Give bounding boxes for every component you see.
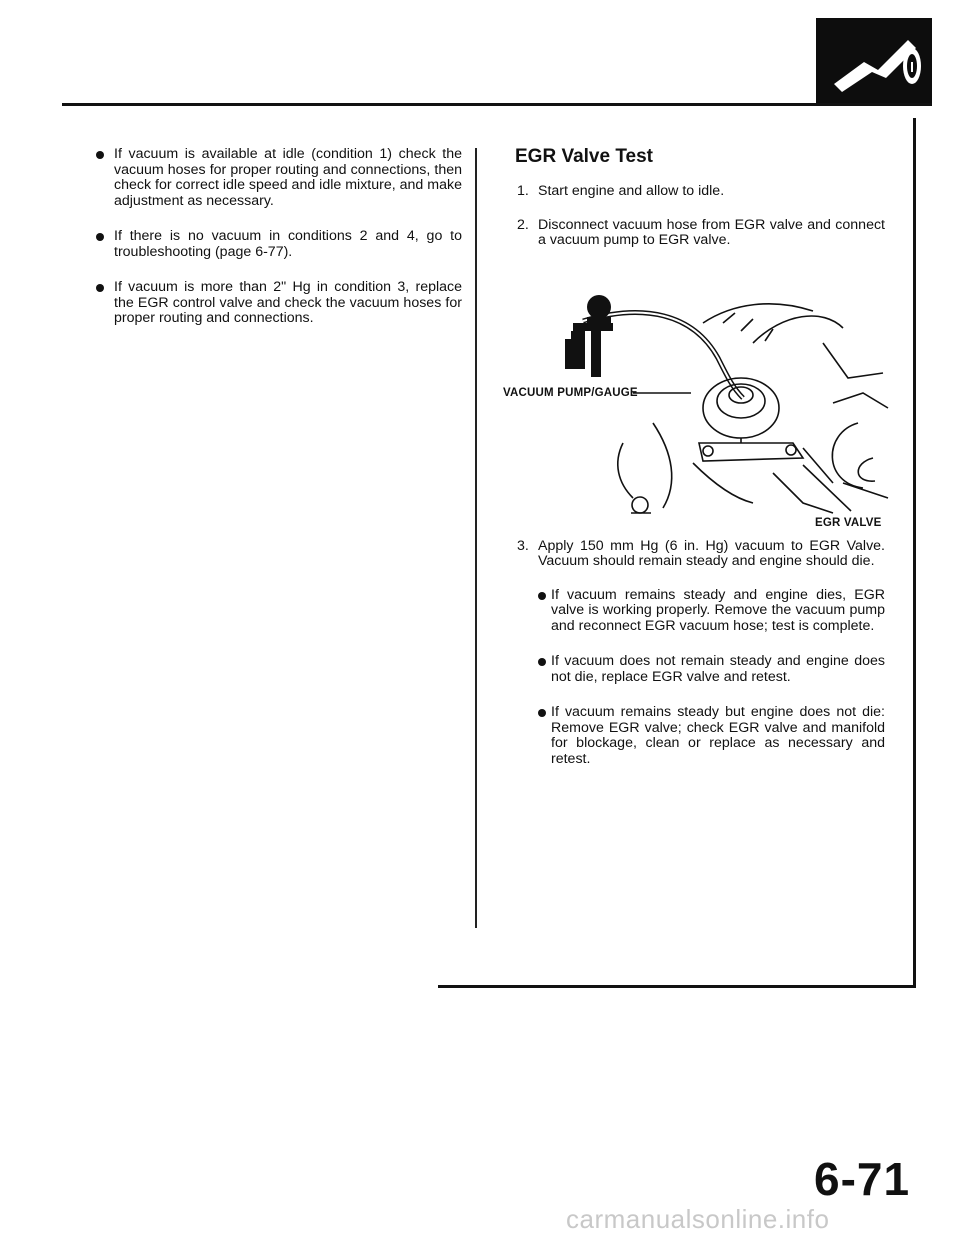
step-text: Disconnect vacuum hose from EGR valve and connect a vacuum pump to EGR valve.: [538, 216, 885, 248]
bullet-text: If vacuum is more than 2" Hg in condition 3, replace the EGR control valve and check the vacuum hoses for proper routing and connections.: [114, 279, 462, 326]
step-1: [503, 184, 885, 200]
bullet-dot-icon: [96, 284, 104, 292]
bullet-dot-icon: [538, 709, 546, 717]
step-text: Apply 150 mm Hg (6 in. Hg) vacuum to EGR Valve. Vacuum should remain steady and engine should die.: [538, 537, 885, 569]
bullet-dot-icon: [538, 592, 546, 600]
step-text: Start engine and allow to idle.: [538, 183, 725, 199]
bullet-text: If there is no vacuum in conditions 2 and 4, go to troubleshooting (page 6-77).: [114, 228, 462, 260]
step-3: [503, 539, 885, 570]
step-2: [503, 218, 885, 249]
bullet-vacuum-at-idle: [96, 147, 462, 209]
section-logo-icon: [816, 18, 932, 104]
bullet-dot-icon: [538, 658, 546, 666]
left-column: [96, 147, 462, 347]
step-number: 3.: [517, 537, 529, 554]
sub-bullet-text: If vacuum remains steady and engine dies, EGR valve is working properly. Remove the vacuum pump and reconnect EGR vacuum hose; test is complete.: [551, 586, 885, 634]
step-number: 2.: [517, 216, 529, 233]
label-vacuum-pump-gauge: VACUUM PUMP/GAUGE: [503, 387, 638, 399]
frame-right-rule: [913, 118, 916, 988]
section-title: EGR Valve Test: [515, 146, 653, 167]
step-number: 1.: [517, 183, 529, 199]
column-divider: [475, 148, 477, 928]
sub-bullet-text: If vacuum does not remain steady and engine does not die, replace EGR valve and retest.: [551, 653, 885, 685]
footer-rule: [438, 985, 916, 988]
bullet-text: If vacuum is available at idle (condition 1) check the vacuum hoses for proper routing and connections, then check for correct idle speed and idle mixture, and make adjustment as necessary.: [114, 146, 462, 209]
bullet-vacuum-more: [96, 280, 462, 327]
egr-valve-illustration: [503, 283, 893, 533]
bullet-no-vacuum: [96, 229, 462, 260]
page-number: 6-71: [814, 1153, 911, 1205]
sub-bullet-working: [503, 588, 885, 635]
egr-valve-drawing: [503, 283, 893, 533]
sub-bullet-blockage: [503, 705, 885, 767]
watermark: carmanualsonline.info: [566, 1204, 830, 1234]
header-rule: [62, 103, 932, 106]
sub-bullet-replace: [503, 654, 885, 685]
label-egr-valve: EGR VALVE: [815, 517, 882, 529]
bullet-dot-icon: [96, 151, 104, 159]
sub-bullet-text: If vacuum remains steady but engine does not die: Remove EGR valve; check EGR valve and manifold for blockage, clean or replace as necessary and retest.: [551, 704, 885, 767]
bullet-dot-icon: [96, 233, 104, 241]
